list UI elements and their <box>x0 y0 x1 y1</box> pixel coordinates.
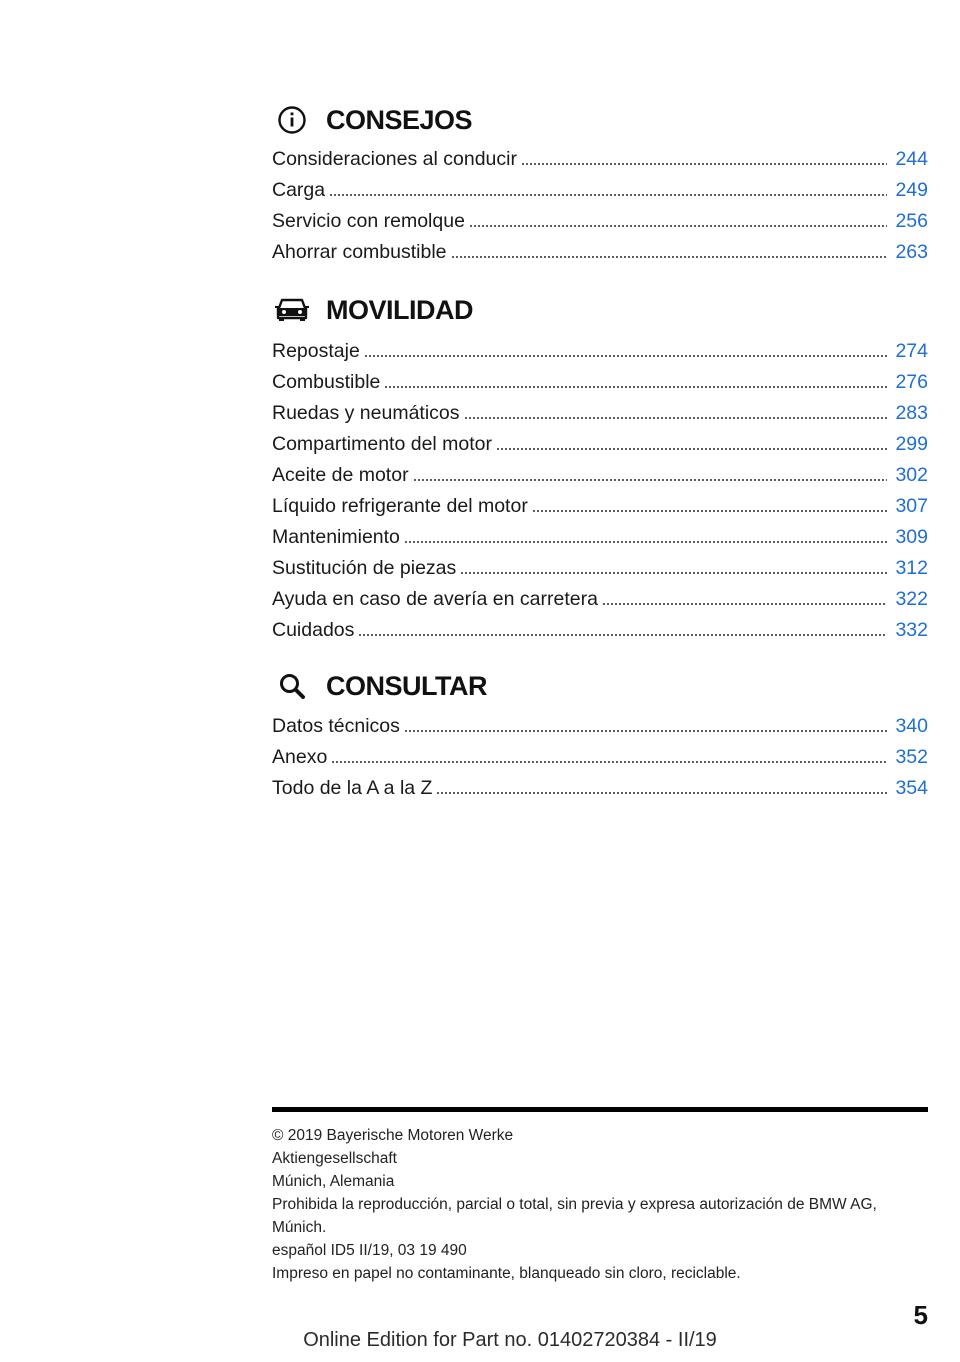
toc-entry-label: Aceite de motor <box>272 464 409 486</box>
leader-dots <box>451 249 888 259</box>
toc-entry[interactable] <box>272 202 928 233</box>
toc-entry[interactable] <box>272 425 928 456</box>
toc-entry-label: Carga <box>272 179 326 201</box>
toc-page-link[interactable]: 307 <box>895 495 928 517</box>
toc-page-link[interactable]: 249 <box>895 179 928 201</box>
imprint <box>272 1124 928 1285</box>
imprint-line: © 2019 Bayerische Motoren Werke <box>272 1127 514 1144</box>
info-icon <box>272 100 312 140</box>
section-header-consultar <box>272 666 487 706</box>
toc-page-link[interactable]: 340 <box>895 715 928 737</box>
toc-entry-label: Líquido refrigerante del motor <box>272 495 528 517</box>
toc-entry[interactable] <box>272 769 928 800</box>
section-header-consejos <box>272 100 472 140</box>
imprint-line: Impreso en papel no contaminante, blanqueado sin cloro, reciclable. <box>272 1265 741 1282</box>
toc-entry[interactable] <box>272 456 928 487</box>
toc-list-consejos <box>272 140 928 264</box>
imprint-line: español ID5 II/19, 03 19 490 <box>272 1242 467 1259</box>
toc-entry-label: Cuidados <box>272 619 355 641</box>
leader-dots <box>602 596 888 606</box>
toc-page-link[interactable]: 322 <box>895 588 928 610</box>
toc-entry[interactable] <box>272 233 928 264</box>
leader-dots <box>469 218 888 228</box>
toc-entry[interactable] <box>272 707 928 738</box>
toc-list-movilidad <box>272 332 928 642</box>
toc-entry-label: Mantenimiento <box>272 526 400 548</box>
toc-entry[interactable] <box>272 549 928 580</box>
toc-page-link[interactable]: 302 <box>895 464 928 486</box>
toc-page-link[interactable]: 263 <box>895 241 928 263</box>
toc-entry-label: Ruedas y neumáticos <box>272 402 460 424</box>
toc-entry[interactable] <box>272 518 928 549</box>
leader-dots <box>436 785 887 795</box>
section-title: CONSEJOS <box>326 104 473 135</box>
toc-entry[interactable] <box>272 171 928 202</box>
toc-page-link[interactable]: 276 <box>895 371 928 393</box>
toc-entry[interactable] <box>272 487 928 518</box>
leader-dots <box>384 379 887 389</box>
toc-entry[interactable] <box>272 332 928 363</box>
toc-entry-label: Combustible <box>272 371 381 393</box>
toc-page-link[interactable]: 332 <box>895 619 928 641</box>
toc-page-link[interactable]: 244 <box>895 148 928 170</box>
leader-dots <box>521 156 887 166</box>
toc-page-link[interactable]: 256 <box>895 210 928 232</box>
toc-page-link[interactable]: 274 <box>895 340 928 362</box>
leader-dots <box>404 534 888 544</box>
leader-dots <box>464 410 888 420</box>
toc-entry-label: Ayuda en caso de avería en carretera <box>272 588 598 610</box>
imprint-line: Prohibida la reproducción, parcial o total, sin previa y expresa autorización de BMW AG, <box>272 1196 877 1213</box>
toc-entry-label: Servicio con remolque <box>272 210 465 232</box>
toc-entry-label: Consideraciones al conducir <box>272 148 517 170</box>
leader-dots <box>404 723 888 733</box>
car-icon <box>272 290 312 330</box>
toc-entry-label: Compartimento del motor <box>272 433 493 455</box>
toc-entry-label: Sustitución de piezas <box>272 557 457 579</box>
toc-entry[interactable] <box>272 611 928 642</box>
imprint-line: Múnich, Alemania <box>272 1173 395 1190</box>
toc-entry-label: Repostaje <box>272 340 360 362</box>
leader-dots <box>358 627 887 637</box>
imprint-line: Aktiengesellschaft <box>272 1150 397 1167</box>
imprint-line: Múnich. <box>272 1219 327 1236</box>
toc-entry-label: Anexo <box>272 746 328 768</box>
leader-dots <box>331 754 887 764</box>
leader-dots <box>532 503 888 513</box>
toc-entry[interactable] <box>272 580 928 611</box>
divider-rule <box>272 1107 928 1112</box>
leader-dots <box>460 565 887 575</box>
toc-list-consultar <box>272 707 928 800</box>
toc-entry[interactable] <box>272 140 928 171</box>
toc-page-link[interactable]: 299 <box>895 433 928 455</box>
toc-page-link[interactable]: 309 <box>895 526 928 548</box>
toc-entry[interactable] <box>272 363 928 394</box>
leader-dots <box>329 187 887 197</box>
toc-entry[interactable] <box>272 738 928 769</box>
toc-page-link[interactable]: 312 <box>895 557 928 579</box>
toc-page-link[interactable]: 354 <box>895 777 928 799</box>
leader-dots <box>413 472 888 482</box>
toc-entry-label: Todo de la A a la Z <box>272 777 433 799</box>
section-title: MOVILIDAD <box>326 294 473 325</box>
toc-page-link[interactable]: 283 <box>895 402 928 424</box>
page-number: 5 <box>913 1300 928 1330</box>
toc-page-link[interactable]: 352 <box>895 746 928 768</box>
leader-dots <box>364 348 888 358</box>
toc-entry-label: Ahorrar combustible <box>272 241 447 263</box>
toc-entry-label: Datos técnicos <box>272 715 400 737</box>
footer-watermark: Online Edition for Part no. 01402720384 - II/19 <box>303 1329 717 1351</box>
search-icon <box>272 666 312 706</box>
toc-entry[interactable] <box>272 394 928 425</box>
leader-dots <box>496 441 887 451</box>
section-header-movilidad <box>272 290 473 330</box>
section-title: CONSULTAR <box>326 670 487 701</box>
